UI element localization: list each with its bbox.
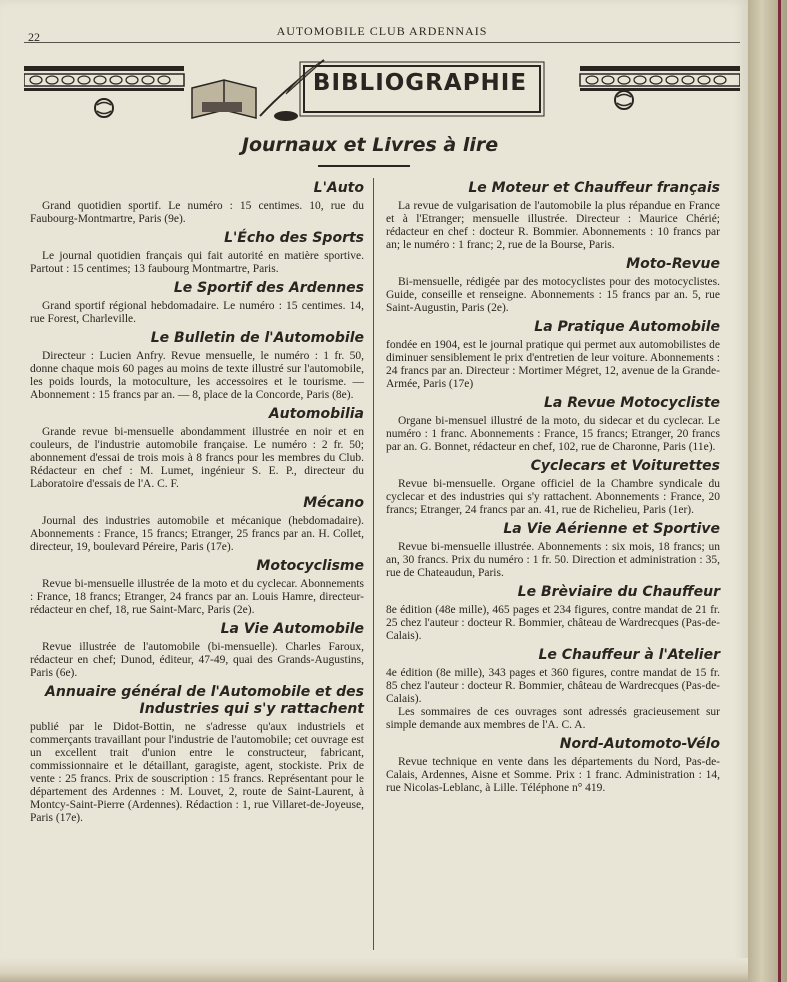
entry [30, 330, 364, 402]
entry-title: Le Sportif des Ardennes [173, 280, 364, 296]
entry-title: Le Brèviaire du Chauffeur [517, 584, 720, 600]
entry-text: Organe bi-mensuel illustré de la moto, du sidecar et du cyclecar. Le numéro : 1 franc. Abonnements : France, 15 francs; Etranger, 20 francs par an. G. Bonnet, rédacteur en chef, 102, rue de Charonne, Paris (11e). [386, 415, 720, 453]
entry [386, 395, 720, 454]
entry-text: Directeur : Lucien Anfry. Revue mensuelle, le numéro : 1 fr. 50, donne chaque mois 60 pages au moins de texte illustré sur l'automobile, les poids lourds, la motoculture, les accessoires et le tourisme. — Abonnement : 15 francs par an. — 8, place de la Concorde, Paris (8e). [30, 350, 364, 401]
entry [386, 584, 720, 643]
left-column [30, 180, 364, 829]
entry-text: 8e édition (48e mille), 465 pages et 234 figures, contre mandat de 21 fr. 25 chez l'auteur : docteur R. Bommier, château de Wardrecques (Pas-de-Calais). [386, 604, 720, 642]
entry [386, 736, 720, 795]
entry-text: Journal des industries automobile et mécanique (hebdomadaire). Abonnements : France, 15 francs; Etranger, 25 francs par an. H. Collet, directeur, 19, boulevard Péreire, Paris (17e). [30, 515, 364, 553]
entry-text: Revue bi-mensuelle. Organe officiel de la Chambre syndicale du cyclecar et des industries qui s'y rattachent. Abonnements : France, 20 francs; Etranger, 24 francs par an. 41, rue de Richelieu, Paris (1er). [386, 478, 720, 516]
entry-title: L'Écho des Sports [224, 230, 364, 246]
entry-title: Automobilia [268, 406, 364, 422]
entry-title: Le Chauffeur à l'Atelier [538, 647, 720, 663]
entry-note: Les sommaires de ces ouvrages sont adressés gracieusement sur simple demande aux membres de l'A. C. A. [386, 706, 720, 731]
entry-title: Motocyclisme [256, 558, 364, 574]
book-edge [748, 0, 787, 982]
heading-rule [318, 165, 410, 167]
entry-text: Revue bi-mensuelle illustrée de la moto et du cyclecar. Abonnements : France, 18 francs; Etranger, 24 francs par an. Louis Hamre, directeur-rédacteur en chef, 18, rue Saint-Marc, Paris (2e). [30, 578, 364, 616]
entry-text: publié par le Didot-Bottin, ne s'adresse qu'aux industriels et commerçants travaillant pour l'industrie de l'automobile; cet ouvrage est un excellent trait d'union entre le constructeur, fabricant, commissionnaire et le détaillant, garagiste, agent, stockiste. Prix de vente : 25 francs. Prix de souscription : 15 francs. Représentant pour le département des Ardennes : M. Louvet, 2, route de Saint-Laurent, à Montcy-Saint-Pierre (Ardennes). Rédaction : 1, rue Villaret-de-Joyeuse, Paris (17e). [30, 721, 364, 824]
entry-title: Cyclecars et Voiturettes [530, 458, 720, 474]
entry-title: La Pratique Automobile [534, 319, 720, 335]
section-title: BIBLIOGRAPHIE [312, 70, 528, 96]
binding-strip [778, 0, 781, 982]
entry-title: Annuaire général de l'Automobile et des Industries qui s'y rattachent [45, 684, 364, 717]
entry-text: Bi-mensuelle, rédigée par des motocyclistes pour des motocyclistes. Guide, conseille et renseigne. Abonnements : 15 francs par an. 5, rue Saint-Augustin, Paris (2e). [386, 276, 720, 314]
entry-title: La Vie Aérienne et Sportive [503, 521, 720, 537]
entry-text: La revue de vulgarisation de l'automobile la plus répandue en France et à l'Etranger; mensuelle illustrée. Directeur : Maurice Chérié; rédacteur en chef : docteur R. Bommier. Abonnements : 10 francs par an; le numéro : 1 franc; 2, rue de la Bourse, Paris. [386, 200, 720, 251]
entry-title: Nord-Automoto-Vélo [559, 736, 720, 752]
entry-text: Revue illustrée de l'automobile (bi-mensuelle). Charles Faroux, rédacteur en chef; Dunod, éditeur, 47-49, quai des Grands-Augustins, Paris (6e). [30, 641, 364, 679]
entry-text: Grande revue bi-mensuelle abondamment illustrée en noir et en couleurs, de l'industrie automobile française. Le numéro : 2 fr. 50; abonnement d'essai de trois mois à 8 francs pour les membres du Club. Rédacteur en chef : M. Lumet, ingénieur S. E. P., directeur du Laboratoire d'essais de l'A. C. F. [30, 426, 364, 490]
entry [30, 495, 364, 554]
entry-text: Revue technique en vente dans les départements du Nord, Pas-de-Calais, Ardennes, Aisne et Somme. Prix : 1 franc. Administration : 14, rue Nicolas-Leblanc, à Lille. Téléphone n° 419. [386, 756, 720, 794]
entry [386, 521, 720, 580]
entry [386, 647, 720, 732]
right-column [386, 180, 720, 799]
entry-title: Mécano [303, 495, 364, 511]
running-head: AUTOMOBILE CLUB ARDENNAIS [276, 24, 488, 38]
entry-title: Le Bulletin de l'Automobile [150, 330, 364, 346]
entry [30, 180, 364, 226]
entry-title: Le Moteur et Chauffeur français [468, 180, 720, 196]
entry-text: Revue bi-mensuelle illustrée. Abonnements : six mois, 18 francs; un an, 30 francs. Prix du numéro : 1 fr. 50. Direction et administration : 35, rue de Chateaudun, Paris. [386, 541, 720, 579]
main-heading: Journaux et Livres à lire [241, 134, 499, 156]
entry [386, 458, 720, 517]
entry-text: Grand sportif régional hebdomadaire. Le numéro : 15 centimes. 14, rue Forest, Charleville. [30, 300, 364, 325]
page-number: 22 [28, 30, 40, 44]
entry [30, 558, 364, 617]
entry [386, 256, 720, 315]
column-divider [373, 178, 374, 950]
page-header [24, 20, 740, 43]
entry [30, 230, 364, 276]
page-bottom-edge [0, 958, 748, 982]
entry [30, 280, 364, 326]
entry-text: Grand quotidien sportif. Le numéro : 15 centimes. 10, rue du Faubourg-Montmartre, Paris (9e). [30, 200, 364, 225]
entry-text: fondée en 1904, est le journal pratique qui permet aux automobilistes de diminuer sensiblement le prix d'entretien de leur voiture. Abonnements : 24 francs par an. Directeur : Mortimer Mégret, 12, avenue de la Grande-Armée, Paris (17e) [386, 339, 720, 390]
entry [386, 180, 720, 252]
entry-text: Le journal quotidien français qui fait autorité en matière sportive. Partout : 15 centimes; 13 faubourg Montmartre, Paris. [30, 250, 364, 275]
entry-title: L'Auto [313, 180, 364, 196]
entry-title: Moto-Revue [626, 256, 720, 272]
entry-text: 4e édition (8e mille), 343 pages et 360 figures, contre mandat de 15 fr. 85 chez l'auteur : docteur R. Bommier, château de Wardrecques (Pas-de-Calais). [386, 667, 720, 705]
entry [30, 406, 364, 491]
entry-title: La Vie Automobile [220, 621, 364, 637]
entry [30, 621, 364, 680]
entry [30, 684, 364, 825]
entry-title: La Revue Motocycliste [544, 395, 720, 411]
entry [386, 319, 720, 391]
